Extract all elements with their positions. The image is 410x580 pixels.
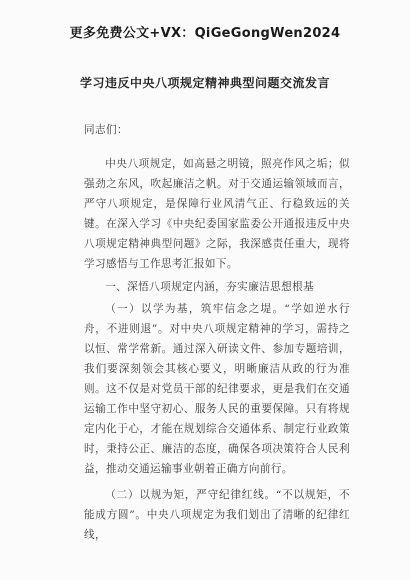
- intro-paragraph: 中央八项规定，如高悬之明镜，照亮作风之垢；似强劲之东风，吹起廉洁之帆。对于交通运输领域而言，严守八项规定，是保障行业风清气正、行稳致远的关键。在深入学习《中央纪委国家监委公开通报违反中央八项规定精神典型问题》之际，我深感责任重大，现将学习感悟与工作思考汇报如下。: [84, 158, 350, 270]
- greeting: 同志们：: [84, 124, 128, 136]
- subsection-paragraph-1: （一）以学为基，筑牢信念之堤。“学如逆水行舟，不进则退”。对中央八项规定精神的学习，需持之以恒、常学常新。通过深入研读文件、参加专题培训，我们要深刻领会其核心要义，明晰廉洁从政的行为准则。这不仅是对党员干部的纪律要求，更是我们在交通运输工作中坚守初心、服务人民的重要保障。只有将规定内化于心，才能在规划综合交通体系、制定行业政策时，秉持公正、廉洁的态度，确保各项决策符合人民利益，推动交通运输事业朝着正确方向前行。: [84, 303, 350, 475]
- watermark-text: 更多免费公文+VX：QiGeGongWen2024: [69, 26, 341, 41]
- document-body: [84, 120, 350, 545]
- subsection-paragraph-2: （二）以规为矩，严守纪律红线。“不以规矩，不能成方圆”。中央八项规定为我们划出了清晰的纪律红线，: [84, 489, 350, 541]
- document-title: 学习违反中央八项规定精神典型问题交流发言: [79, 76, 330, 90]
- section-heading: 一、深悟八项规定内涵，夯实廉洁思想根基: [105, 281, 315, 293]
